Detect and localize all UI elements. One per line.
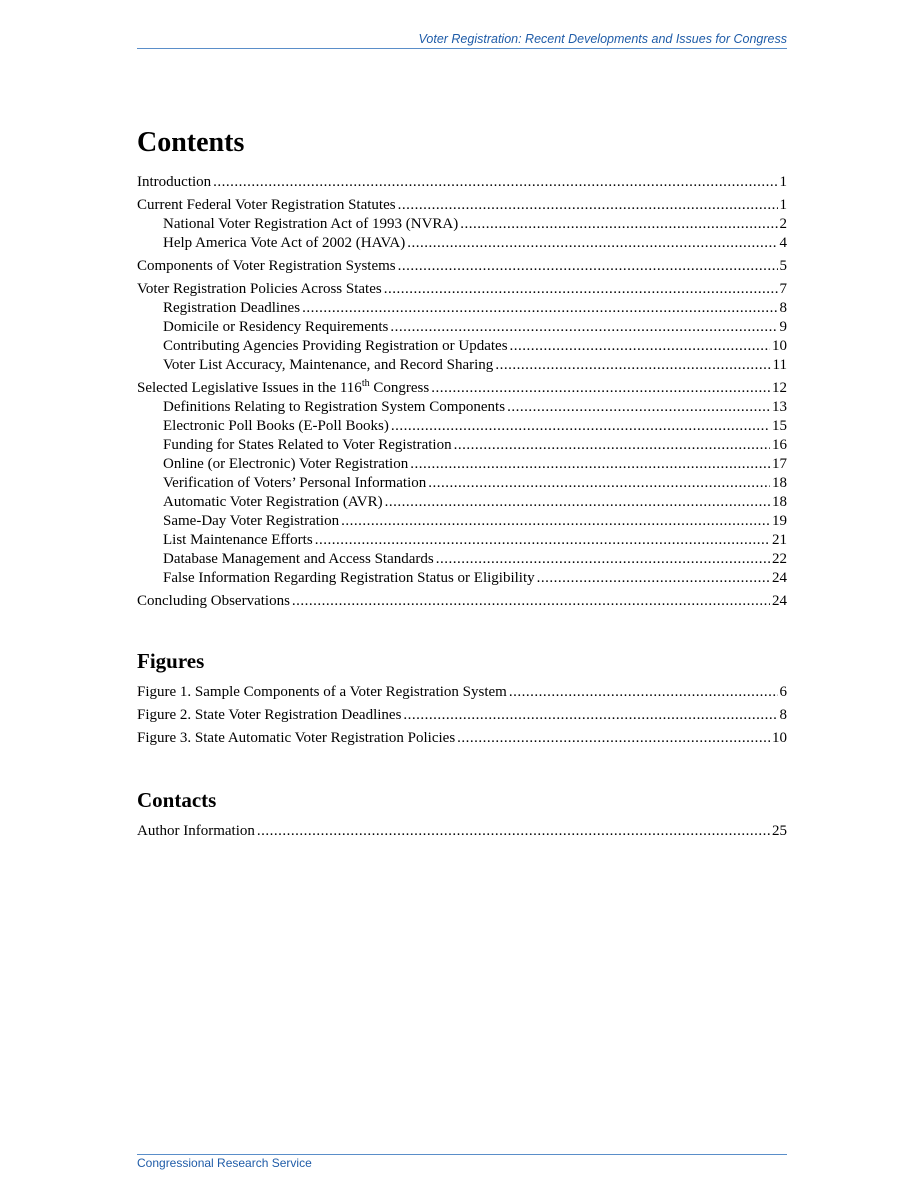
toc-page-number: 18 — [772, 475, 787, 491]
toc-entry-title: Selected Legislative Issues in the 116th Congress — [137, 378, 430, 396]
dot-leader — [436, 550, 770, 569]
toc-entry[interactable] — [137, 356, 787, 375]
toc-entry-title: Components of Voter Registration Systems — [137, 258, 396, 274]
toc-entry-title: Introduction — [137, 174, 212, 190]
toc-entry[interactable] — [137, 173, 787, 192]
contents-heading: Contents — [137, 127, 245, 158]
dot-leader — [537, 569, 770, 588]
dot-leader — [398, 257, 778, 276]
dot-leader — [457, 729, 770, 748]
toc-entry[interactable] — [137, 215, 787, 234]
toc-entry-title: List Maintenance Efforts — [163, 532, 313, 548]
toc-entry-title: Voter List Accuracy, Maintenance, and Record Sharing — [163, 357, 494, 373]
toc-page-number: 24 — [772, 570, 787, 586]
toc-entry[interactable] — [137, 474, 787, 493]
toc-entry[interactable] — [137, 417, 787, 436]
toc-entry-title: Current Federal Voter Registration Statutes — [137, 197, 396, 213]
toc-page-number: 15 — [772, 418, 787, 434]
toc-entry-title: False Information Regarding Registration Status or Eligibility — [163, 570, 535, 586]
dot-leader — [507, 398, 770, 417]
toc-entry-title: Definitions Relating to Registration System Components — [163, 399, 506, 415]
toc-entry[interactable] — [137, 729, 787, 748]
figures-list — [137, 683, 787, 748]
toc-entry[interactable] — [137, 337, 787, 356]
toc-entry-title: Voter Registration Policies Across States — [137, 281, 382, 297]
toc-entry[interactable] — [137, 234, 787, 253]
toc-entry[interactable] — [137, 299, 787, 318]
dot-leader — [341, 512, 770, 531]
toc-page-number: 9 — [779, 319, 787, 335]
toc-page-number: 24 — [772, 593, 787, 609]
toc-entry[interactable] — [137, 280, 787, 299]
toc-entry[interactable] — [137, 683, 787, 702]
toc-page-number: 10 — [772, 730, 787, 746]
dot-leader — [384, 280, 778, 299]
toc-entry[interactable] — [137, 531, 787, 550]
toc-page-number: 13 — [772, 399, 787, 415]
toc-entry[interactable] — [137, 493, 787, 512]
dot-leader — [495, 356, 770, 375]
toc-page-number: 12 — [772, 380, 787, 396]
dot-leader — [510, 337, 770, 356]
toc-entry-title: Automatic Voter Registration (AVR) — [163, 494, 383, 510]
toc-entry[interactable] — [137, 379, 787, 398]
toc-page-number: 1 — [779, 174, 787, 190]
dot-leader — [391, 417, 770, 436]
toc-entry-title: Author Information — [137, 823, 255, 839]
toc-entry[interactable] — [137, 822, 787, 841]
contacts-list — [137, 822, 787, 841]
dot-leader — [403, 706, 777, 725]
toc-entry-title: Electronic Poll Books (E-Poll Books) — [163, 418, 389, 434]
toc-entry[interactable] — [137, 257, 787, 276]
toc-entry[interactable] — [137, 196, 787, 215]
toc-entry[interactable] — [137, 436, 787, 455]
toc-page-number: 18 — [772, 494, 787, 510]
toc-page-number: 19 — [772, 513, 787, 529]
toc-page-number: 22 — [772, 551, 787, 567]
dot-leader — [315, 531, 770, 550]
dot-leader — [407, 234, 777, 253]
toc-page-number: 4 — [779, 235, 787, 251]
document-body — [137, 123, 787, 841]
toc-page-number: 25 — [772, 823, 787, 839]
toc-entry-title: Verification of Voters’ Personal Information — [163, 475, 427, 491]
figures-heading: Figures — [137, 649, 205, 673]
toc-page-number: 8 — [779, 300, 787, 316]
toc-entry[interactable] — [137, 318, 787, 337]
toc-entry-title: National Voter Registration Act of 1993 (NVRA) — [163, 216, 459, 232]
toc-page-number: 11 — [772, 357, 787, 373]
dot-leader — [257, 822, 770, 841]
toc-entry-title: Help America Vote Act of 2002 (HAVA) — [163, 235, 406, 251]
dot-leader — [390, 318, 777, 337]
contacts-heading: Contacts — [137, 788, 217, 812]
toc-page-number: 8 — [779, 707, 787, 723]
dot-leader — [213, 173, 777, 192]
page-footer: Congressional Research Service — [137, 1154, 787, 1170]
toc-entry-title: Same-Day Voter Registration — [163, 513, 340, 529]
toc-entry-title: Online (or Electronic) Voter Registration — [163, 456, 409, 472]
dot-leader — [428, 474, 770, 493]
toc-page-number: 21 — [772, 532, 787, 548]
toc-entry[interactable] — [137, 512, 787, 531]
contents-list — [137, 173, 787, 611]
ordinal-suffix: th — [361, 378, 370, 389]
dot-leader — [385, 493, 770, 512]
toc-page-number: 16 — [772, 437, 787, 453]
dot-leader — [410, 455, 770, 474]
toc-page-number: 7 — [779, 281, 787, 297]
dot-leader — [302, 299, 777, 318]
toc-page-number: 2 — [779, 216, 787, 232]
toc-entry-title: Registration Deadlines — [163, 300, 301, 316]
toc-entry[interactable] — [137, 398, 787, 417]
dot-leader — [460, 215, 777, 234]
toc-entry-title: Contributing Agencies Providing Registration or Updates — [163, 338, 508, 354]
toc-page-number: 5 — [779, 258, 787, 274]
toc-page-number: 10 — [772, 338, 787, 354]
dot-leader — [431, 379, 770, 398]
toc-entry[interactable] — [137, 569, 787, 588]
toc-entry[interactable] — [137, 550, 787, 569]
toc-page-number: 6 — [779, 684, 787, 700]
toc-entry-title: Figure 3. State Automatic Voter Registration Policies — [137, 730, 456, 746]
running-header: Voter Registration: Recent Developments and Issues for Congress — [137, 32, 787, 49]
dot-leader — [292, 592, 770, 611]
toc-entry-title: Concluding Observations — [137, 593, 290, 609]
toc-entry-title: Domicile or Residency Requirements — [163, 319, 389, 335]
toc-page-number: 17 — [772, 456, 787, 472]
toc-entry[interactable] — [137, 706, 787, 725]
toc-entry-title: Figure 1. Sample Components of a Voter Registration System — [137, 684, 507, 700]
dot-leader — [454, 436, 770, 455]
toc-entry-title: Funding for States Related to Voter Registration — [163, 437, 452, 453]
dot-leader — [398, 196, 778, 215]
toc-entry-title: Figure 2. State Voter Registration Deadlines — [137, 707, 402, 723]
dot-leader — [509, 683, 778, 702]
toc-entry[interactable] — [137, 592, 787, 611]
toc-page-number: 1 — [779, 197, 787, 213]
toc-entry-title: Database Management and Access Standards — [163, 551, 434, 567]
toc-entry[interactable] — [137, 455, 787, 474]
